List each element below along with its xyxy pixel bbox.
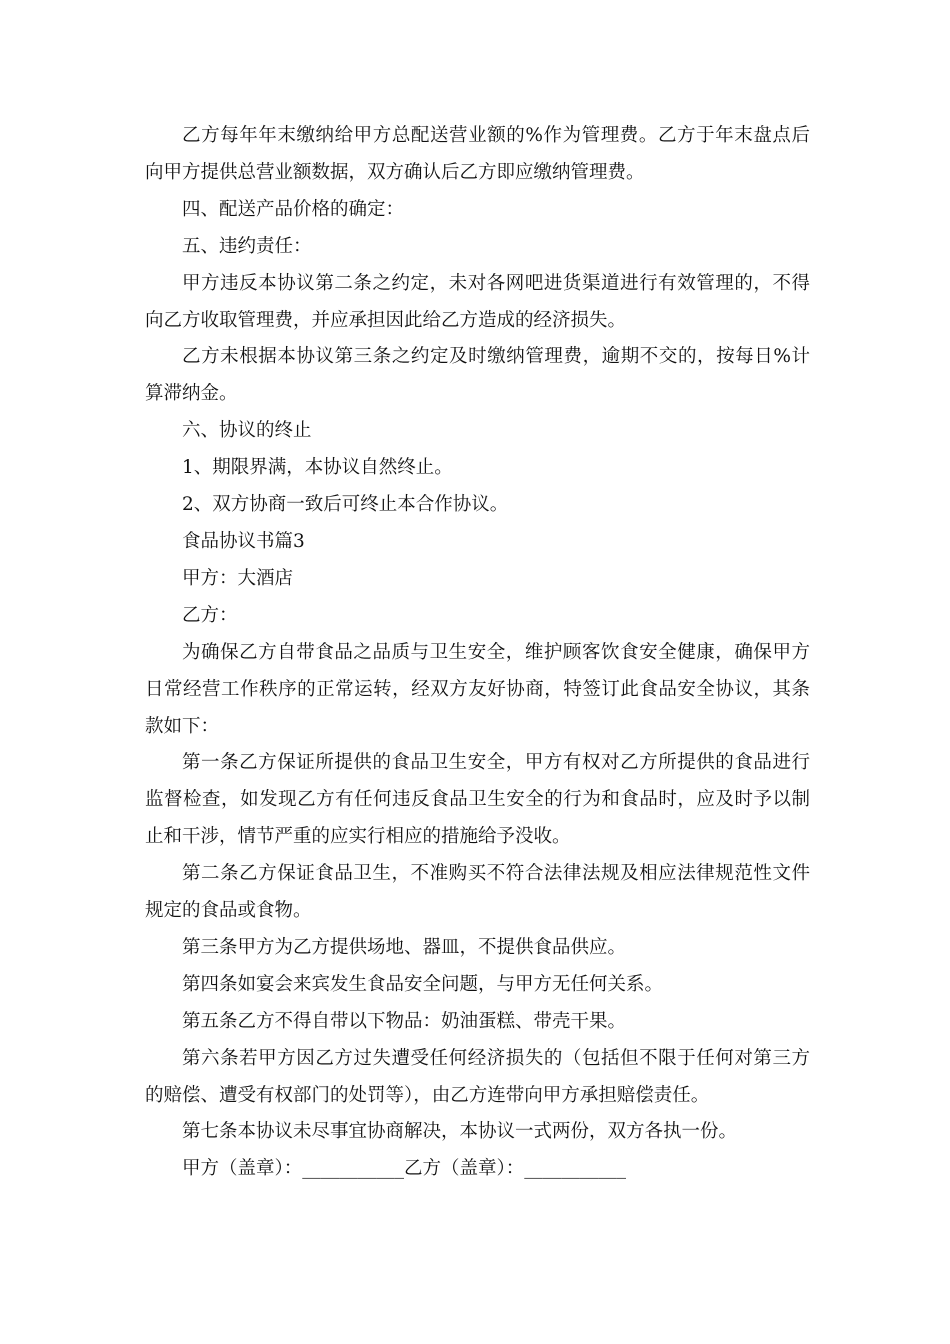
article-3: 第三条甲方为乙方提供场地、器皿，不提供食品供应。 xyxy=(182,936,627,958)
article-4: 第四条如宴会来宾发生食品安全问题，与甲方无任何关系。 xyxy=(182,973,664,995)
signature-line: 甲方（盖章）：___________乙方（盖章）：___________ xyxy=(182,1158,627,1180)
article-5: 第五条乙方不得自带以下物品：奶油蛋糕、带壳干果。 xyxy=(182,1010,627,1032)
heading-price-determination: 四、配送产品价格的确定： xyxy=(182,198,405,220)
list-item-termination-2: 2、双方协商一致后可终止本合作协议。 xyxy=(182,494,509,516)
paragraph-management-fee: 乙方每年年末缴纳给甲方总配送营业额的%作为管理费。乙方于年末盘点后向甲方提供总营业额数据，双方确认后乙方即应缴纳管理费。 xyxy=(145,125,810,183)
heading-termination: 六、协议的终止 xyxy=(182,420,312,442)
article-7: 第七条本协议未尽事宜协商解决，本协议一式两份，双方各执一份。 xyxy=(182,1121,738,1143)
article-1: 第一条乙方保证所提供的食品卫生安全，甲方有权对乙方所提供的食品进行监督检查，如发现乙方有任何违反食品卫生安全的行为和食品时，应及时予以制止和干涉，情节严重的应实行相应的措施给予没收。 xyxy=(145,752,810,848)
section-title-food-agreement: 食品协议书篇3 xyxy=(182,530,305,552)
paragraph-party-a-breach: 甲方违反本协议第二条之约定，未对各网吧进货渠道进行有效管理的，不得向乙方收取管理费，并应承担因此给乙方造成的经济损失。 xyxy=(145,272,810,331)
article-2: 第二条乙方保证食品卫生，不准购买不符合法律法规及相应法律规范性文件规定的食品或食物。 xyxy=(145,863,810,922)
party-b-line: 乙方： xyxy=(182,604,238,626)
list-item-termination-1: 1、期限界满，本协议自然终止。 xyxy=(182,457,453,479)
heading-liability: 五、违约责任： xyxy=(182,235,312,257)
paragraph-party-b-late-fee: 乙方未根据本协议第三条之约定及时缴纳管理费，逾期不交的，按每日%计算滞纳金。 xyxy=(145,346,810,405)
paragraph-preamble: 为确保乙方自带食品之品质与卫生安全，维护顾客饮食安全健康，确保甲方日常经营工作秩序的正常运转，经双方友好协商，特签订此食品安全协议，其条款如下： xyxy=(145,641,810,737)
party-a-line: 甲方：大酒店 xyxy=(182,567,294,589)
article-6: 第六条若甲方因乙方过失遭受任何经济损失的（包括但不限于任何对第三方的赔偿、遭受有权部门的处罚等），由乙方连带向甲方承担赔偿责任。 xyxy=(145,1047,810,1106)
document-body xyxy=(145,118,810,1188)
